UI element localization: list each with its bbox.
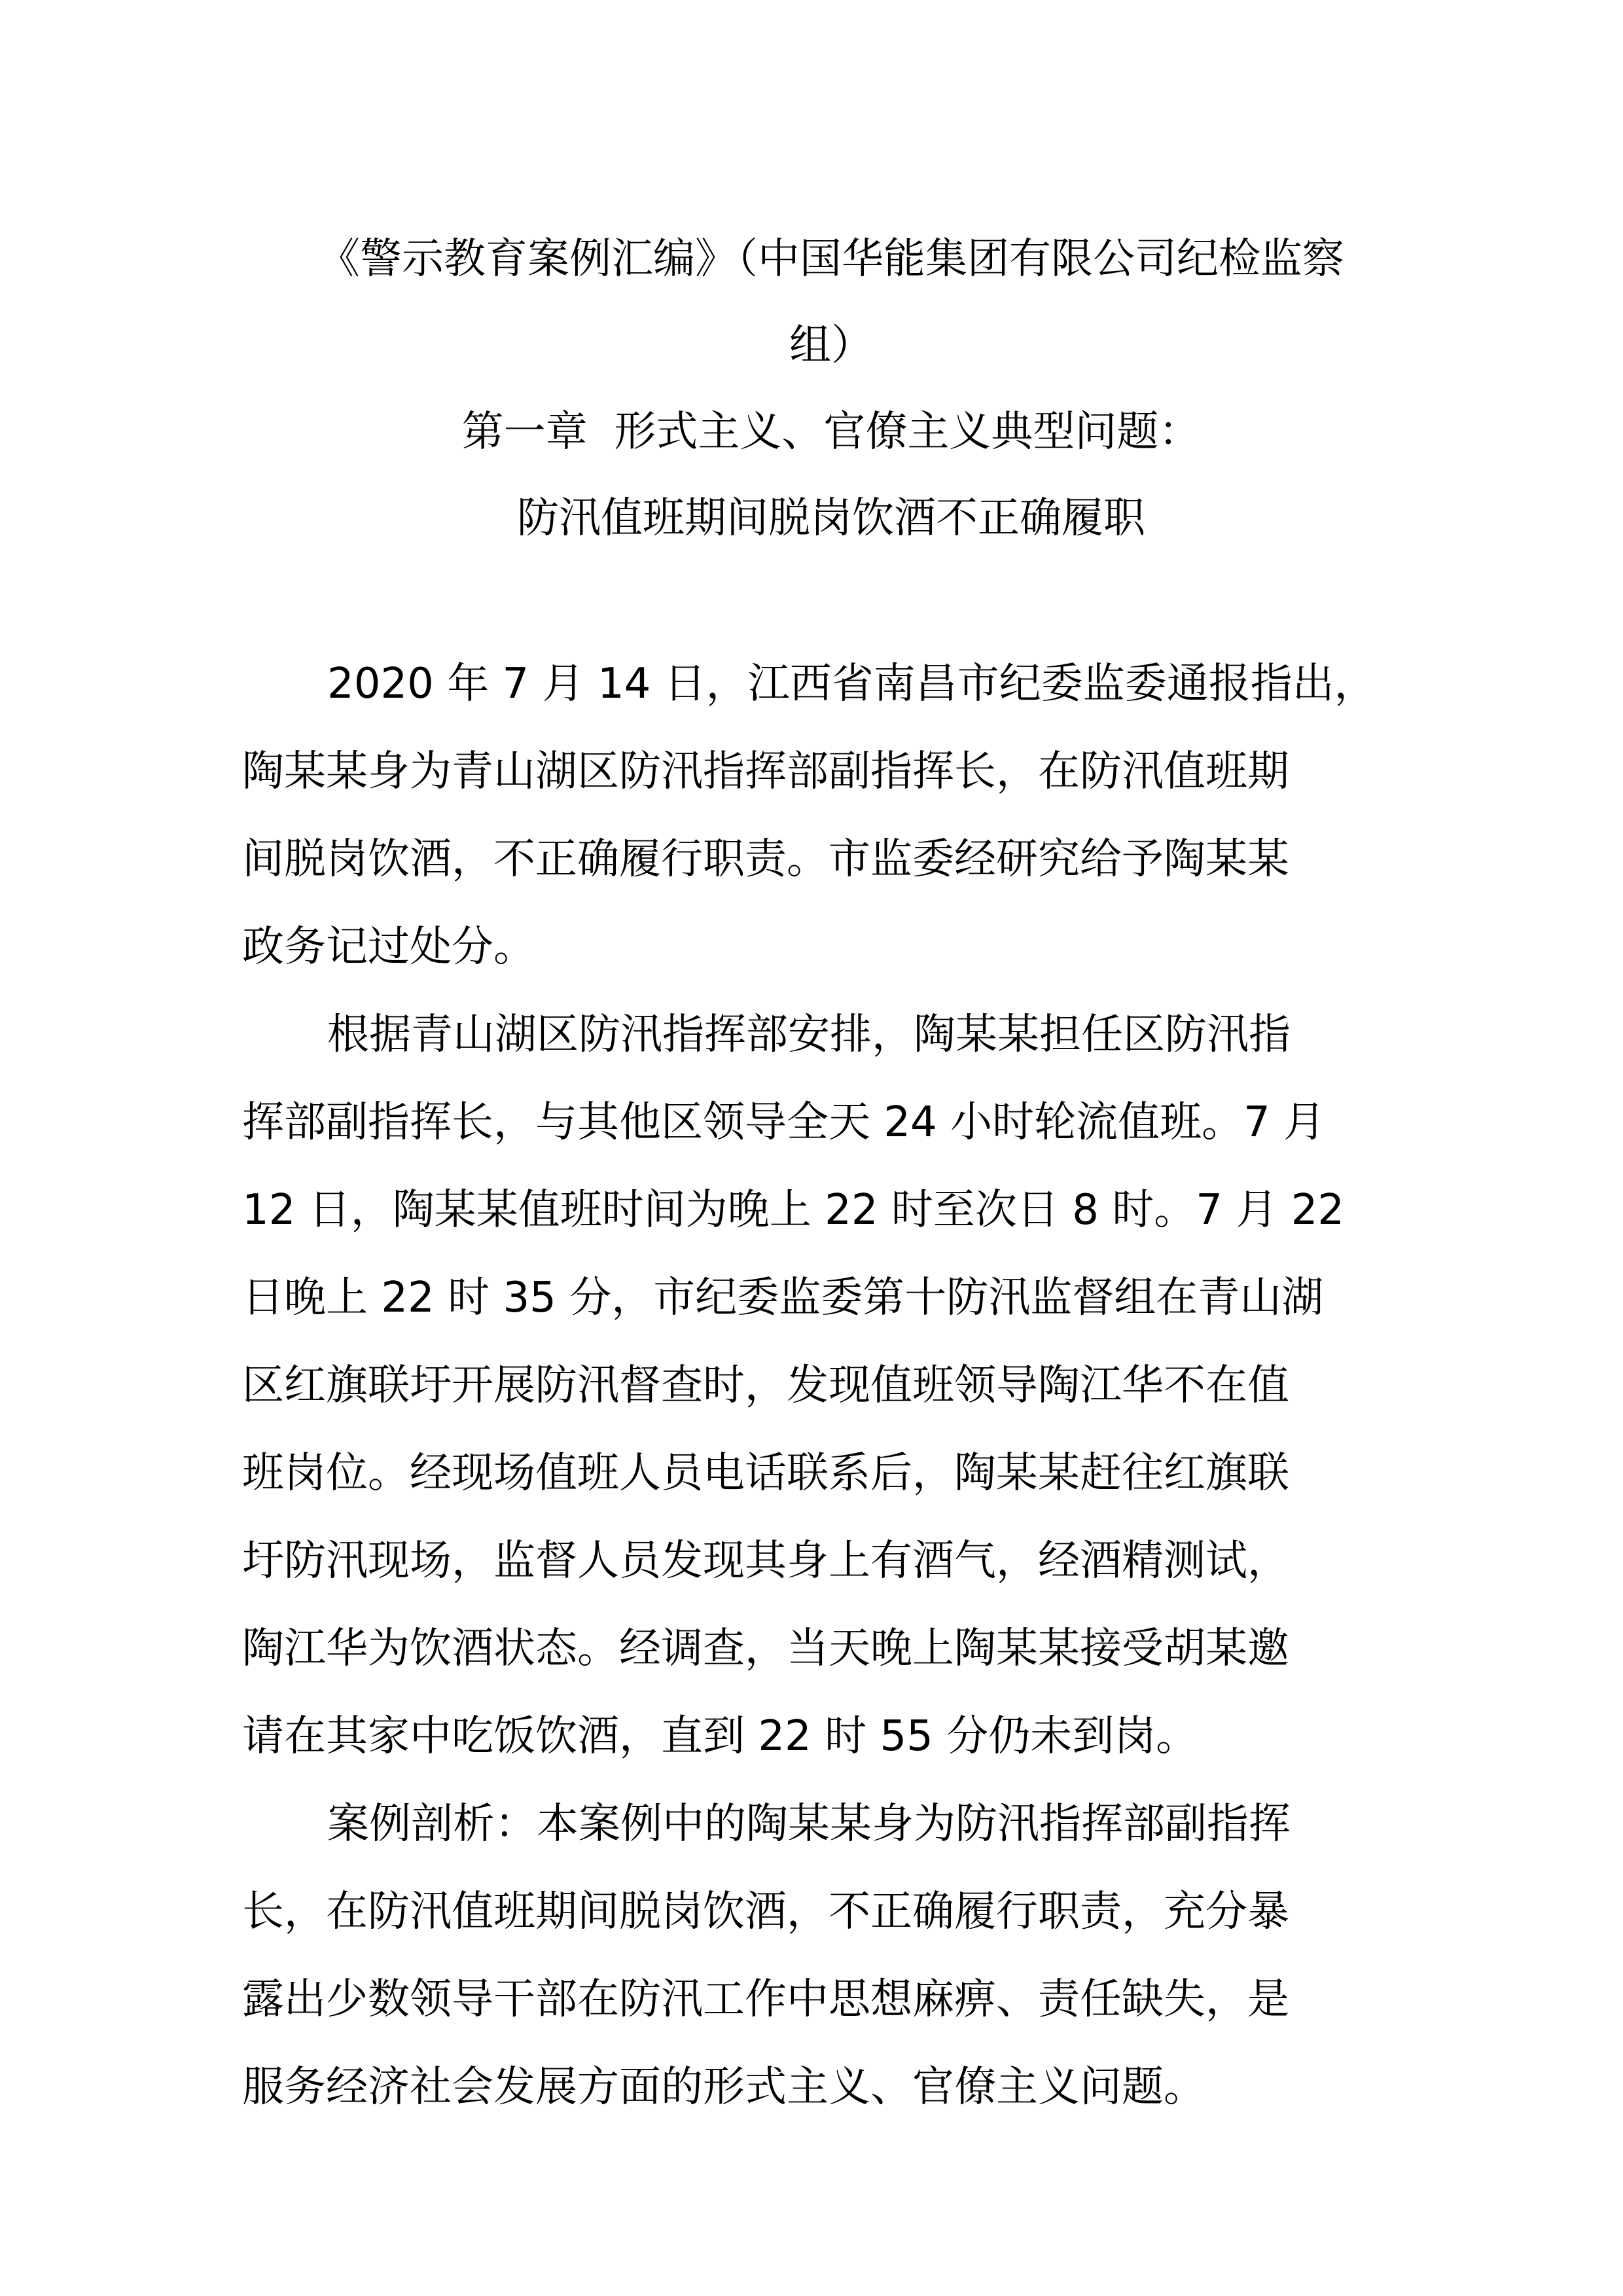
document-title-line-2: 组） bbox=[789, 321, 873, 370]
document-title-line-1: 《警示教育案例汇编》（中国华能集团有限公司纪检监察 bbox=[318, 235, 1344, 283]
paragraph-line: 间脱岗饮酒，不正确履行职责。市监委经研究给予陶某某 bbox=[242, 835, 1289, 884]
paragraph-line: 班岗位。经现场值班人员电话联系后，陶某某赶往红旗联 bbox=[242, 1449, 1289, 1498]
paragraph-line: 圩防汛现场，监督人员发现其身上有酒气，经酒精测试， bbox=[242, 1537, 1289, 1585]
paragraph-line: 政务记过处分。 bbox=[242, 923, 535, 971]
paragraph-line: 区红旗联圩开展防汛督查时，发现值班领导陶江华不在值 bbox=[242, 1361, 1289, 1410]
paragraph-line: 根据青山湖区防汛指挥部安排，陶某某担任区防汛指 bbox=[327, 1011, 1291, 1059]
paragraph-line: 陶某某身为青山湖区防汛指挥部副指挥长，在防汛值班期 bbox=[242, 747, 1289, 796]
paragraph-line: 长，在防汛值班期间脱岗饮酒，不正确履行职责，充分暴 bbox=[242, 1888, 1289, 1936]
chapter-heading: 第一章 形式主义、官僚主义典型问题： bbox=[461, 408, 1201, 456]
paragraph-line: 服务经济社会发展方面的形式主义、官僚主义问题。 bbox=[242, 2063, 1205, 2111]
paragraph-line: 日晚上 22 时 35 分，市纪委监委第十防汛监督组在青山湖 bbox=[242, 1274, 1324, 1322]
paragraph-analysis bbox=[242, 1780, 1433, 2131]
paragraph-line: 露出少数领导干部在防汛工作中思想麻痹、责任缺失，是 bbox=[242, 1975, 1289, 2024]
document-body bbox=[242, 640, 1433, 2131]
paragraph-line: 案例剖析：本案例中的陶某某身为防汛指挥部副指挥 bbox=[327, 1800, 1291, 1848]
paragraph-line: 挥部副指挥长，与其他区领导全天 24 小时轮流值班。7 月 bbox=[242, 1098, 1326, 1147]
paragraph-line: 12 日，陶某某值班时间为晚上 22 时至次日 8 时。7 月 22 bbox=[242, 1186, 1345, 1234]
case-title: 防汛值班期间脱岗饮酒不正确履职 bbox=[517, 494, 1145, 543]
paragraph-notice bbox=[242, 640, 1433, 991]
paragraph-line: 2020 年 7 月 14 日，江西省南昌市纪委监委通报指出， bbox=[327, 660, 1376, 708]
paragraph-line: 请在其家中吃饭饮酒，直到 22 时 55 分仍未到岗。 bbox=[242, 1712, 1198, 1761]
document-heading bbox=[242, 216, 1420, 562]
paragraph-facts bbox=[242, 991, 1433, 1780]
paragraph-line: 陶江华为饮酒状态。经调查，当天晚上陶某某接受胡某邀 bbox=[242, 1624, 1289, 1673]
